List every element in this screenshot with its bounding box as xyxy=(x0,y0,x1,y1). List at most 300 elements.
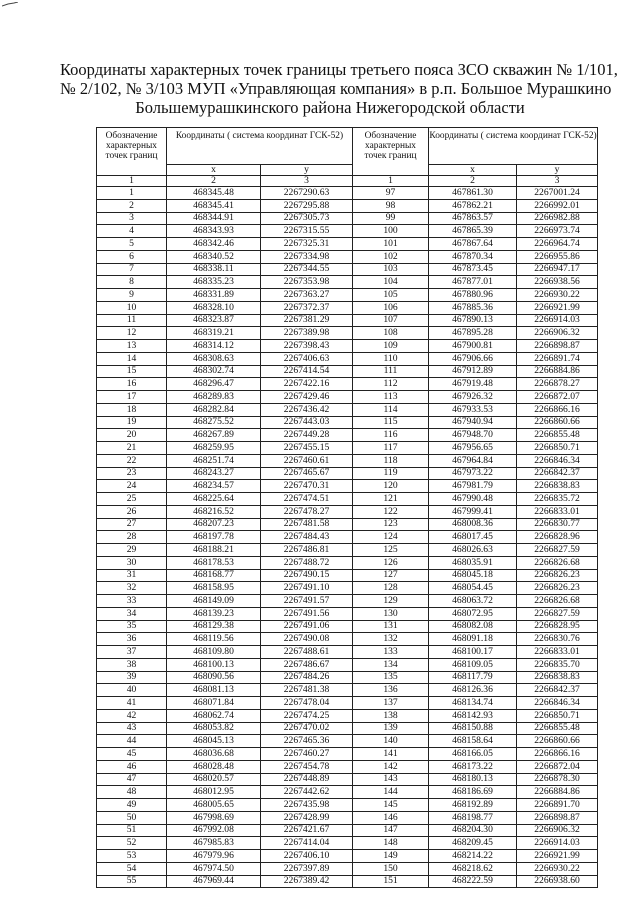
y-coordinate: 2266891.70 xyxy=(517,799,598,812)
y-coordinate: 2266846.34 xyxy=(517,697,598,710)
point-id: 98 xyxy=(353,199,429,212)
table-row xyxy=(97,378,598,391)
table-row xyxy=(97,595,598,608)
point-id: 49 xyxy=(97,799,167,812)
point-id: 33 xyxy=(97,595,167,608)
x-coordinate: 468319.21 xyxy=(167,327,261,340)
x-coordinate: 468158.95 xyxy=(167,582,261,595)
y-coordinate: 2266830.76 xyxy=(517,633,598,646)
x-coordinate: 467974.50 xyxy=(167,862,261,875)
y-coordinate: 2266898.87 xyxy=(517,340,598,353)
x-coordinate: 468168.77 xyxy=(167,569,261,582)
y-coordinate: 2266973.74 xyxy=(517,225,598,238)
point-id: 29 xyxy=(97,544,167,557)
x-coordinate: 467981.79 xyxy=(429,480,517,493)
table-row xyxy=(97,225,598,238)
point-id: 105 xyxy=(353,289,429,302)
table-row xyxy=(97,633,598,646)
table-row xyxy=(97,799,598,812)
table-row xyxy=(97,544,598,557)
x-coordinate: 468126.36 xyxy=(429,684,517,697)
point-id: 97 xyxy=(353,187,429,200)
y-coordinate: 2266921.99 xyxy=(517,301,598,314)
y-coordinate: 2266992.01 xyxy=(517,199,598,212)
y-coordinate: 2266930.22 xyxy=(517,289,598,302)
x-coordinate: 467862.21 xyxy=(429,199,517,212)
y-coordinate: 2267353.98 xyxy=(261,276,353,289)
table-row xyxy=(97,556,598,569)
y-coordinate: 2266866.16 xyxy=(517,403,598,416)
point-id: 135 xyxy=(353,671,429,684)
y-coordinate: 2267389.98 xyxy=(261,327,353,340)
point-id: 102 xyxy=(353,250,429,263)
x-coordinate: 468296.47 xyxy=(167,378,261,391)
x-coordinate: 467973.22 xyxy=(429,467,517,480)
x-coordinate: 468198.77 xyxy=(429,811,517,824)
x-coordinate: 468139.23 xyxy=(167,607,261,620)
table-row xyxy=(97,671,598,684)
y-coordinate: 2267478.27 xyxy=(261,505,353,518)
y-coordinate: 2266884.86 xyxy=(517,365,598,378)
x-coordinate: 468243.27 xyxy=(167,467,261,480)
column-number: 3 xyxy=(261,176,353,187)
table-row xyxy=(97,684,598,697)
y-coordinate: 2267490.08 xyxy=(261,633,353,646)
point-id: 40 xyxy=(97,684,167,697)
table-row xyxy=(97,722,598,735)
y-coordinate: 2267454.78 xyxy=(261,760,353,773)
y-coordinate: 2267474.51 xyxy=(261,493,353,506)
point-id: 10 xyxy=(97,301,167,314)
point-id: 111 xyxy=(353,365,429,378)
x-coordinate: 467885.36 xyxy=(429,301,517,314)
x-coordinate: 467895.28 xyxy=(429,327,517,340)
y-coordinate: 2267398.43 xyxy=(261,340,353,353)
point-id: 134 xyxy=(353,658,429,671)
point-id: 3 xyxy=(97,212,167,225)
y-coordinate: 2267442.62 xyxy=(261,786,353,799)
table-row xyxy=(97,862,598,875)
y-coordinate: 2267465.36 xyxy=(261,735,353,748)
x-coordinate: 468345.48 xyxy=(167,187,261,200)
y-coordinate: 2266830.77 xyxy=(517,518,598,531)
y-coordinate: 2266850.71 xyxy=(517,709,598,722)
point-id: 27 xyxy=(97,518,167,531)
table-row xyxy=(97,365,598,378)
point-id: 139 xyxy=(353,722,429,735)
x-coordinate: 468207.23 xyxy=(167,518,261,531)
y-coordinate: 2266842.37 xyxy=(517,684,598,697)
scan-mark xyxy=(2,2,18,7)
column-number: 3 xyxy=(517,176,598,187)
point-id: 46 xyxy=(97,760,167,773)
coordinates-table xyxy=(96,127,598,888)
y-coordinate: 2267414.54 xyxy=(261,365,353,378)
point-id: 112 xyxy=(353,378,429,391)
x-coordinate: 468192.89 xyxy=(429,799,517,812)
y-coordinate: 2266826.68 xyxy=(517,556,598,569)
point-id: 1 xyxy=(97,187,167,200)
x-coordinate: 468344.91 xyxy=(167,212,261,225)
y-coordinate: 2266827.59 xyxy=(517,607,598,620)
y-coordinate: 2266884.86 xyxy=(517,786,598,799)
y-coordinate: 2267344.55 xyxy=(261,263,353,276)
x-coordinate: 468342.46 xyxy=(167,238,261,251)
y-coordinate: 2266898.87 xyxy=(517,811,598,824)
y-coordinate: 2266878.27 xyxy=(517,378,598,391)
point-id: 150 xyxy=(353,862,429,875)
x-coordinate: 468045.18 xyxy=(429,569,517,582)
x-coordinate: 468035.91 xyxy=(429,556,517,569)
x-coordinate: 468072.95 xyxy=(429,607,517,620)
point-id: 47 xyxy=(97,773,167,786)
y-coordinate: 2267363.27 xyxy=(261,289,353,302)
y-coordinate: 2266921.99 xyxy=(517,850,598,863)
point-id: 126 xyxy=(353,556,429,569)
y-coordinate: 2266835.72 xyxy=(517,493,598,506)
y-coordinate: 2267436.42 xyxy=(261,403,353,416)
point-id: 45 xyxy=(97,748,167,761)
table-row xyxy=(97,518,598,531)
y-coordinate: 2266842.37 xyxy=(517,467,598,480)
point-id: 101 xyxy=(353,238,429,251)
y-coordinate: 2267428.99 xyxy=(261,811,353,824)
y-coordinate: 2267491.56 xyxy=(261,607,353,620)
y-coordinate: 2267325.31 xyxy=(261,238,353,251)
x-coordinate: 468081.13 xyxy=(167,684,261,697)
point-id: 5 xyxy=(97,238,167,251)
y-coordinate: 2266947.17 xyxy=(517,263,598,276)
table-row xyxy=(97,403,598,416)
x-coordinate: 468216.52 xyxy=(167,505,261,518)
point-id: 19 xyxy=(97,416,167,429)
point-id: 100 xyxy=(353,225,429,238)
x-coordinate: 468259.95 xyxy=(167,442,261,455)
point-id: 28 xyxy=(97,531,167,544)
x-coordinate: 468028.48 xyxy=(167,760,261,773)
table-row xyxy=(97,250,598,263)
x-coordinate: 468109.80 xyxy=(167,646,261,659)
point-id: 148 xyxy=(353,837,429,850)
x-coordinate: 467900.81 xyxy=(429,340,517,353)
x-coordinate: 468180.13 xyxy=(429,773,517,786)
x-coordinate: 468222.59 xyxy=(429,875,517,888)
y-coordinate: 2266872.07 xyxy=(517,391,598,404)
x-coordinate: 468314.12 xyxy=(167,340,261,353)
point-id: 104 xyxy=(353,276,429,289)
table-row xyxy=(97,493,598,506)
y-coordinate: 2267406.10 xyxy=(261,850,353,863)
table-row xyxy=(97,811,598,824)
y-coordinate: 2266850.71 xyxy=(517,442,598,455)
y-coordinate: 2266835.70 xyxy=(517,658,598,671)
point-id: 122 xyxy=(353,505,429,518)
x-coordinate: 468117.79 xyxy=(429,671,517,684)
table-row xyxy=(97,454,598,467)
x-coordinate: 468090.56 xyxy=(167,671,261,684)
x-coordinate: 467926.32 xyxy=(429,391,517,404)
y-coordinate: 2266938.60 xyxy=(517,875,598,888)
x-coordinate: 468150.88 xyxy=(429,722,517,735)
table-row xyxy=(97,352,598,365)
table-row xyxy=(97,760,598,773)
table-row xyxy=(97,314,598,327)
y-coordinate: 2266828.96 xyxy=(517,531,598,544)
point-id: 121 xyxy=(353,493,429,506)
x-coordinate: 468142.93 xyxy=(429,709,517,722)
point-id: 145 xyxy=(353,799,429,812)
y-coordinate: 2267435.98 xyxy=(261,799,353,812)
x-coordinate: 467919.48 xyxy=(429,378,517,391)
column-number: 1 xyxy=(97,176,167,187)
y-coordinate: 2267490.15 xyxy=(261,569,353,582)
point-id: 22 xyxy=(97,454,167,467)
y-coordinate: 2267381.29 xyxy=(261,314,353,327)
point-id: 26 xyxy=(97,505,167,518)
point-id: 113 xyxy=(353,391,429,404)
table-row xyxy=(97,582,598,595)
point-header-left: Обозначение характерных точек границ xyxy=(97,128,167,176)
y-coordinate: 2266826.23 xyxy=(517,582,598,595)
column-number: 2 xyxy=(167,176,261,187)
point-id: 35 xyxy=(97,620,167,633)
point-id: 131 xyxy=(353,620,429,633)
y-coordinate: 2267295.88 xyxy=(261,199,353,212)
y-coordinate: 2267305.73 xyxy=(261,212,353,225)
x-coordinate: 467912.89 xyxy=(429,365,517,378)
y-coordinate: 2266855.48 xyxy=(517,429,598,442)
x-coordinate: 468008.36 xyxy=(429,518,517,531)
point-id: 52 xyxy=(97,837,167,850)
table-row xyxy=(97,391,598,404)
y-coordinate: 2266872.04 xyxy=(517,760,598,773)
title-line: № 2/102, № 3/103 МУП «Управляющая компания» в р.п. Большое Мурашкино xyxy=(60,79,612,98)
point-id: 128 xyxy=(353,582,429,595)
x-coordinate: 467861.30 xyxy=(429,187,517,200)
x-coordinate: 468282.84 xyxy=(167,403,261,416)
x-coordinate: 468071.84 xyxy=(167,697,261,710)
y-coordinate: 2267484.26 xyxy=(261,671,353,684)
point-id: 143 xyxy=(353,773,429,786)
point-id: 151 xyxy=(353,875,429,888)
y-coordinate: 2266914.03 xyxy=(517,837,598,850)
y-coordinate: 2266964.74 xyxy=(517,238,598,251)
x-coordinate: 468214.22 xyxy=(429,850,517,863)
y-coordinate: 2267372.37 xyxy=(261,301,353,314)
point-id: 120 xyxy=(353,480,429,493)
x-coordinate: 467863.57 xyxy=(429,212,517,225)
point-id: 53 xyxy=(97,850,167,863)
point-id: 141 xyxy=(353,748,429,761)
x-coordinate: 467873.45 xyxy=(429,263,517,276)
point-id: 25 xyxy=(97,493,167,506)
x-coordinate: 468158.64 xyxy=(429,735,517,748)
x-coordinate: 468012.95 xyxy=(167,786,261,799)
point-id: 144 xyxy=(353,786,429,799)
table-row xyxy=(97,697,598,710)
y-coordinate: 2266878.30 xyxy=(517,773,598,786)
x-coordinate: 468082.08 xyxy=(429,620,517,633)
point-id: 149 xyxy=(353,850,429,863)
x-coordinate: 468335.23 xyxy=(167,276,261,289)
table-row xyxy=(97,327,598,340)
point-id: 117 xyxy=(353,442,429,455)
point-id: 130 xyxy=(353,607,429,620)
table-row xyxy=(97,276,598,289)
table-row xyxy=(97,416,598,429)
point-id: 24 xyxy=(97,480,167,493)
x-coordinate: 467940.94 xyxy=(429,416,517,429)
y-coordinate: 2266938.56 xyxy=(517,276,598,289)
x-coordinate: 468062.74 xyxy=(167,709,261,722)
point-id: 106 xyxy=(353,301,429,314)
y-coordinate: 2266827.59 xyxy=(517,544,598,557)
y-coordinate: 2266838.83 xyxy=(517,480,598,493)
table-row xyxy=(97,263,598,276)
point-id: 132 xyxy=(353,633,429,646)
y-coordinate: 2267460.61 xyxy=(261,454,353,467)
point-id: 43 xyxy=(97,722,167,735)
x-coordinate: 468045.13 xyxy=(167,735,261,748)
y-coordinate: 2267448.89 xyxy=(261,773,353,786)
x-coordinate: 468173.22 xyxy=(429,760,517,773)
x-coordinate: 468289.83 xyxy=(167,391,261,404)
point-id: 119 xyxy=(353,467,429,480)
x-coordinate: 468251.74 xyxy=(167,454,261,467)
x-coordinate: 467992.08 xyxy=(167,824,261,837)
table-row xyxy=(97,709,598,722)
y-coordinate: 2267414.04 xyxy=(261,837,353,850)
table-row xyxy=(97,773,598,786)
point-id: 9 xyxy=(97,289,167,302)
x-coordinate: 467880.96 xyxy=(429,289,517,302)
y-coordinate: 2267290.63 xyxy=(261,187,353,200)
x-coordinate: 468100.17 xyxy=(429,646,517,659)
point-id: 14 xyxy=(97,352,167,365)
point-id: 36 xyxy=(97,633,167,646)
y-coordinate: 2266826.68 xyxy=(517,595,598,608)
y-coordinate: 2266982.88 xyxy=(517,212,598,225)
y-coordinate: 2266826.23 xyxy=(517,569,598,582)
point-id: 142 xyxy=(353,760,429,773)
x-coordinate: 467877.01 xyxy=(429,276,517,289)
y-coordinate: 2267455.15 xyxy=(261,442,353,455)
x-coordinate: 468129.38 xyxy=(167,620,261,633)
point-id: 127 xyxy=(353,569,429,582)
point-id: 123 xyxy=(353,518,429,531)
x-coordinate: 468338.11 xyxy=(167,263,261,276)
point-id: 42 xyxy=(97,709,167,722)
point-id: 137 xyxy=(353,697,429,710)
x-coordinate: 468234.57 xyxy=(167,480,261,493)
point-id: 23 xyxy=(97,467,167,480)
point-id: 30 xyxy=(97,556,167,569)
point-id: 32 xyxy=(97,582,167,595)
point-id: 11 xyxy=(97,314,167,327)
x-coordinate: 468343.93 xyxy=(167,225,261,238)
y-coordinate: 2267491.06 xyxy=(261,620,353,633)
x-coordinate: 467979.96 xyxy=(167,850,261,863)
y-coordinate: 2266846.34 xyxy=(517,454,598,467)
y-coordinate: 2266860.66 xyxy=(517,416,598,429)
table-row xyxy=(97,212,598,225)
point-id: 125 xyxy=(353,544,429,557)
y-header: у xyxy=(517,165,598,176)
x-coordinate: 467998.69 xyxy=(167,811,261,824)
table-row xyxy=(97,238,598,251)
x-coordinate: 468091.18 xyxy=(429,633,517,646)
y-coordinate: 2266906.32 xyxy=(517,327,598,340)
point-id: 146 xyxy=(353,811,429,824)
x-coordinate: 468204.30 xyxy=(429,824,517,837)
point-id: 51 xyxy=(97,824,167,837)
y-coordinate: 2267397.89 xyxy=(261,862,353,875)
point-id: 118 xyxy=(353,454,429,467)
x-coordinate: 468149.09 xyxy=(167,595,261,608)
table-row xyxy=(97,505,598,518)
y-coordinate: 2267470.31 xyxy=(261,480,353,493)
point-id: 138 xyxy=(353,709,429,722)
point-id: 133 xyxy=(353,646,429,659)
column-number: 1 xyxy=(353,176,429,187)
y-coordinate: 2267465.67 xyxy=(261,467,353,480)
x-coordinate: 467890.13 xyxy=(429,314,517,327)
y-coordinate: 2267406.63 xyxy=(261,352,353,365)
point-id: 17 xyxy=(97,391,167,404)
point-header-right: Обозначение характерных точек границ xyxy=(353,128,429,176)
point-id: 124 xyxy=(353,531,429,544)
x-coordinate: 468302.74 xyxy=(167,365,261,378)
table-row xyxy=(97,429,598,442)
point-id: 99 xyxy=(353,212,429,225)
y-coordinate: 2267484.43 xyxy=(261,531,353,544)
title-line: Координаты характерных точек границы третьего пояса ЗСО скважин № 1/101, xyxy=(60,60,618,79)
x-coordinate: 468209.45 xyxy=(429,837,517,850)
point-id: 54 xyxy=(97,862,167,875)
x-coordinate: 467867.64 xyxy=(429,238,517,251)
y-coordinate: 2267443.03 xyxy=(261,416,353,429)
x-coordinate: 468054.45 xyxy=(429,582,517,595)
point-id: 107 xyxy=(353,314,429,327)
y-coordinate: 2267421.67 xyxy=(261,824,353,837)
y-coordinate: 2266855.48 xyxy=(517,722,598,735)
point-id: 147 xyxy=(353,824,429,837)
point-id: 20 xyxy=(97,429,167,442)
table-row xyxy=(97,199,598,212)
table-row xyxy=(97,187,598,200)
point-id: 140 xyxy=(353,735,429,748)
x-coordinate: 468197.78 xyxy=(167,531,261,544)
x-coordinate: 467964.84 xyxy=(429,454,517,467)
x-coordinate: 468345.41 xyxy=(167,199,261,212)
table-row xyxy=(97,824,598,837)
y-coordinate: 2267486.67 xyxy=(261,658,353,671)
point-id: 2 xyxy=(97,199,167,212)
y-coordinate: 2267491.57 xyxy=(261,595,353,608)
x-coordinate: 468053.82 xyxy=(167,722,261,735)
x-coordinate: 468134.74 xyxy=(429,697,517,710)
table-row xyxy=(97,735,598,748)
table-row xyxy=(97,837,598,850)
point-id: 136 xyxy=(353,684,429,697)
x-coordinate: 468188.21 xyxy=(167,544,261,557)
point-id: 6 xyxy=(97,250,167,263)
y-coordinate: 2267460.27 xyxy=(261,748,353,761)
x-coordinate: 468166.05 xyxy=(429,748,517,761)
point-id: 41 xyxy=(97,697,167,710)
point-id: 55 xyxy=(97,875,167,888)
x-coordinate: 468036.68 xyxy=(167,748,261,761)
